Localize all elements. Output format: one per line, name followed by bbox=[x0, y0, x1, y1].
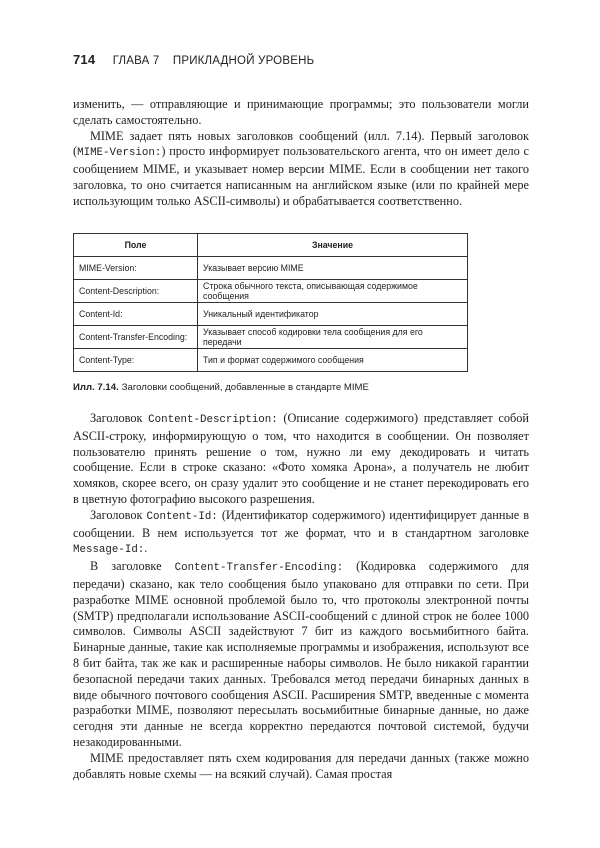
code-span: Content-Id: bbox=[146, 510, 218, 523]
body-text bbox=[73, 411, 529, 782]
field-cell: Content-Type: bbox=[74, 349, 198, 372]
meaning-cell: Тип и формат содержимого сообщения bbox=[198, 349, 468, 372]
code-span: MIME-Version: bbox=[77, 147, 162, 160]
code-span: Content-Transfer-Encoding: bbox=[174, 562, 344, 575]
paragraph: изменить, — отправляющие и принимающие программы; это пользователи могли сделать самостоятельно. bbox=[73, 97, 529, 127]
table-row bbox=[74, 257, 468, 280]
paragraph: В заголовке Content-Transfer-Encoding: (Кодировка содержимого для передачи) сказано, как тело сообщения было упаковано для отправки по сети. При разработке MIME основной проблемой было то, что протоколы электронной почты (SMTP) предполагали использование ASCII-сообщений с длиной строк не более 1000 символов. Символы ASCII задействуют 7 бит из каждого восьмибитного байта. Бинарные данные, такие как исполняемые программы и изображения, используют все 8 бит байта, так же как и расширенные наборы символов. Не было никакой гарантии безопасной передачи таких данных. Требовался метод передачи бинарных данных в виде обычного почтового сообщения ASCII. Расширения SMTP, введенные с момента разработки MIME, позволяют пересылать восьмибитные бинарные данные, но даже сегодня эти данные не всегда корректно передаются почтовой системой, будучи незакодированными. bbox=[73, 559, 530, 749]
figure-caption bbox=[73, 382, 369, 393]
paragraph: Заголовок Content-Id: (Идентификатор содержимого) идентифицирует данные в сообщении. В нем используется тот же формат, что и в стандартном заголовке Message-Id:. bbox=[73, 507, 530, 557]
table-row bbox=[74, 280, 468, 303]
meaning-cell: Строка обычного текста, описывающая содержимое сообщения bbox=[198, 280, 468, 303]
running-header bbox=[73, 52, 314, 67]
meaning-cell: Указывает версию MIME bbox=[198, 257, 468, 280]
table-header-row bbox=[74, 234, 468, 257]
chapter-title: ПРИКЛАДНОЙ УРОВЕНЬ bbox=[172, 55, 315, 67]
chapter-label: ГЛАВА 7 bbox=[112, 55, 160, 67]
table-row bbox=[74, 349, 468, 372]
code-span: Content-Description: bbox=[148, 414, 278, 426]
paragraph: Заголовок Content-Description: (Описание содержимого) представляет собой ASCII-строку, информирующую о том, что находится в сообщении. Он позволяет пользователю принять решение о том, нужно ли ему декодировать и читать сообщение. Если в строке сказано: «Фото хомяка Арона», а получатель не любит хомяков, скорее всего, он сразу удалит это сообщение и не станет перекодировать его в цветную фотографию высокого разрешения. bbox=[73, 411, 529, 506]
paragraph: MIME задает пять новых заголовков сообщений (илл. 7.14). Первый заголовок (MIME-Version:) просто информирует пользовательского агента, что он имеет дело с сообщением MIME, и указывает номер версии MIME. Если в сообщении нет такого заголовка, то оно считается написанным на английском языке (или по крайней мере использующим только ASCII-символы) и обрабатывается соответственно. bbox=[73, 128, 529, 208]
field-cell: MIME-Version: bbox=[74, 257, 198, 280]
caption-label: Илл. 7.14. bbox=[73, 382, 119, 393]
meaning-cell: Указывает способ кодировки тела сообщения для его передачи bbox=[198, 326, 468, 349]
table-row bbox=[74, 326, 468, 349]
page-number: 714 bbox=[73, 52, 96, 67]
field-cell: Content-Id: bbox=[74, 303, 198, 326]
intro-text bbox=[73, 97, 529, 210]
mime-headers-table bbox=[73, 233, 468, 372]
field-cell: Content-Description: bbox=[74, 280, 198, 303]
table-row bbox=[74, 303, 468, 326]
column-header-meaning: Значение bbox=[198, 234, 468, 257]
caption-text: Заголовки сообщений, добавленные в стандарте MIME bbox=[121, 382, 369, 393]
code-span: Message-Id: bbox=[73, 544, 145, 557]
paragraph: MIME предоставляет пять схем кодирования для передачи данных (также можно добавлять новые схемы — на всякий случай). Самая простая bbox=[73, 750, 529, 781]
column-header-field: Поле bbox=[74, 234, 198, 257]
meaning-cell: Уникальный идентификатор bbox=[198, 303, 468, 326]
field-cell: Content-Transfer-Encoding: bbox=[74, 326, 198, 349]
